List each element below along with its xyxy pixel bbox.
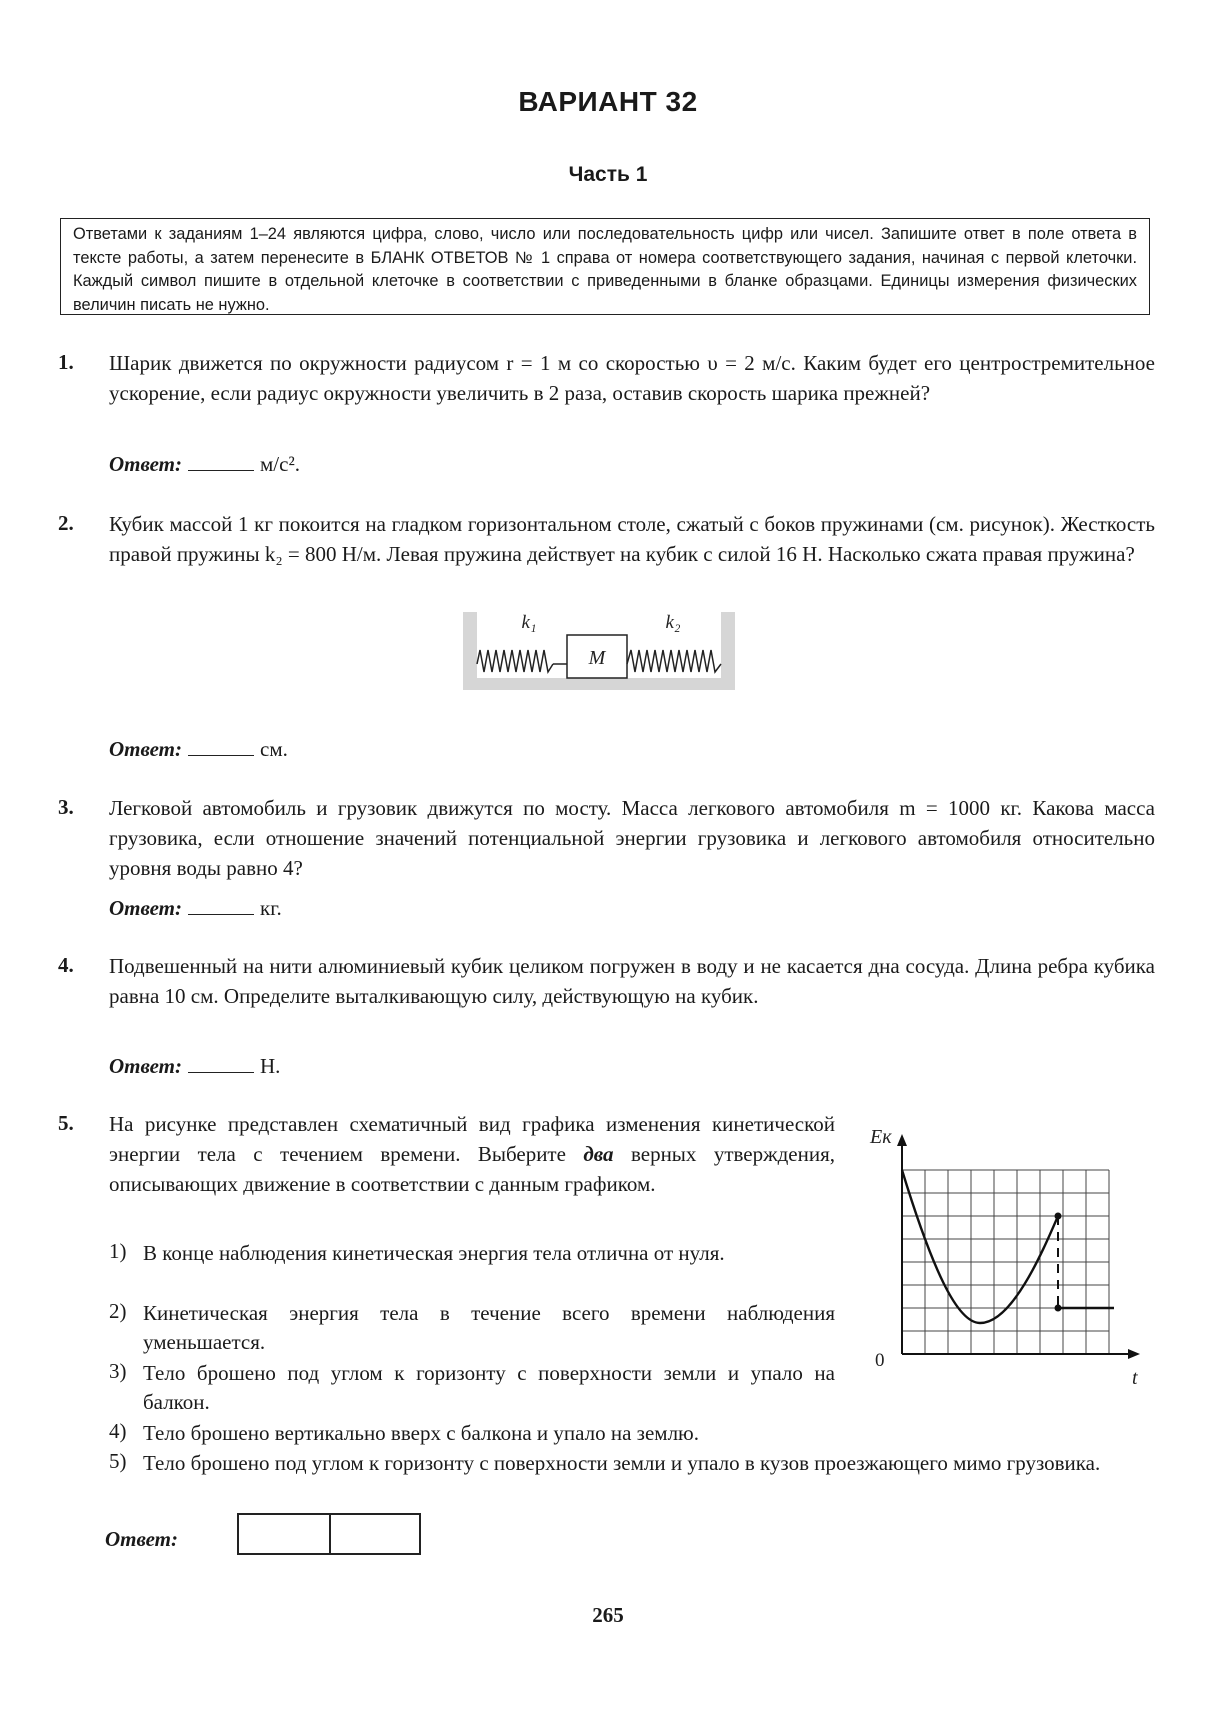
page-number: 265 (592, 1603, 624, 1627)
question-2-number: 2. (58, 511, 74, 535)
answer-cells (237, 1513, 421, 1555)
question-3-unit: кг. (260, 896, 282, 920)
question-2-unit: см. (260, 737, 288, 761)
option-2-number: 2) (109, 1299, 127, 1323)
answer-blank[interactable] (188, 1054, 254, 1073)
question-5-text (109, 1109, 835, 1199)
question-1-number: 1. (58, 350, 74, 374)
option-3-text: Тело брошено под углом к горизонту с поверхности земли и упало на балкон. (143, 1361, 835, 1414)
answer-label: Ответ (105, 1527, 172, 1551)
question-1-unit: м/с². (260, 452, 301, 476)
graph-origin: 0 (875, 1350, 885, 1371)
option-3-number: 3) (109, 1359, 127, 1383)
question-5-answer-label: Ответ: (105, 1527, 179, 1551)
answer-blank[interactable] (188, 452, 254, 471)
option-4 (109, 1419, 1155, 1448)
question-4-unit: Н. (260, 1054, 281, 1078)
answer-label: Ответ (109, 896, 176, 920)
question-5-text-before: На рисунке представлен схематичный вид графика изменения кинетической энергии тела с течением времени. Выберите (109, 1112, 835, 1166)
question-2-text: Кубик массой 1 кг покоится на гладком горизонтальном столе, сжатый с боков пружинами (см. рисунок). Жесткость правой пружины k₂ = 800 Н/м. Левая пружина действует на кубик с силой 16 Н. Насколько сжата правая пружина? (109, 512, 1155, 566)
page-title: ВАРИАНТ 32 (518, 86, 698, 117)
option-1-text: В конце наблюдения кинетическая энергия тела отлична от нуля. (143, 1241, 725, 1265)
question-3-text: Легковой автомобиль и грузовик движутся по мосту. Масса легкового автомобиля m = 1000 кг. Какова масса грузовика, если отношение значений потенциальной энергии грузовика и легкового автомобиля относительно уровня воды равно 4? (109, 796, 1155, 880)
question-5-text-after: верных утверждения, описывающих движение в соответствии с данным графиком. (109, 1142, 836, 1196)
option-5-text: Тело брошено под углом к горизонту с поверхности земли и упало в кузов проезжающего мимо грузовика. (143, 1451, 1101, 1475)
k2-label: k₂ (665, 612, 681, 633)
question-4-answer-line: Ответ: Н. (109, 1054, 281, 1078)
answer-blank[interactable] (188, 737, 254, 756)
answer-label: Ответ (109, 1054, 176, 1078)
question-3-number: 3. (58, 795, 74, 819)
answer-cell-2[interactable] (331, 1515, 419, 1553)
option-3 (109, 1359, 835, 1417)
option-1 (109, 1239, 835, 1268)
springs-diagram (463, 612, 735, 690)
option-5 (109, 1449, 1155, 1478)
question-4-number: 4. (58, 953, 74, 977)
instructions-text: Ответами к заданиям 1–24 являются цифра, слово, число или последовательность цифр или чисел. Запишите ответ в поле ответа в тексте работы, а затем перенесите в БЛАНК ОТВЕТОВ № 1 справа от номера соответствующего задания, начиная с первой клеточки. Каждый символ пишите в отдельной клеточке в соответствии с приведенными в бланке образцами. Единицы измерения физических величин писать не нужно. (73, 225, 1137, 314)
answer-label: Ответ (109, 452, 176, 476)
option-5-number: 5) (109, 1449, 127, 1473)
answer-cell-1[interactable] (239, 1515, 331, 1553)
springs-figure (463, 612, 735, 690)
k1-label: k₁ (521, 612, 537, 633)
question-5-emphasis: два (583, 1142, 614, 1166)
option-4-number: 4) (109, 1419, 127, 1443)
part-heading: Часть 1 (568, 163, 648, 186)
question-2-answer-line: Ответ: см. (109, 737, 288, 761)
energy-graph-svg (862, 1123, 1152, 1393)
question-1-text: Шарик движется по окружности радиусом r = 1 м со скоростью υ = 2 м/с. Каким будет его центростремительное ускорение, если радиус окружности увеличить в 2 раза, оставив скорость шарика прежней? (109, 351, 1155, 405)
option-2 (109, 1299, 835, 1357)
option-1-number: 1) (109, 1239, 127, 1263)
mass-label: M (588, 647, 606, 669)
question-3-answer-line: Ответ: кг. (109, 896, 282, 920)
answer-blank[interactable] (188, 896, 254, 915)
graph-ylabel: Eк (870, 1126, 892, 1148)
answer-label: Ответ (109, 737, 176, 761)
question-4-text: Подвешенный на нити алюминиевый кубик целиком погружен в воду и не касается дна сосуда. Длина ребра кубика равна 10 см. Определите выталкивающую силу, действующую на кубик. (109, 954, 1155, 1008)
energy-graph (862, 1123, 1152, 1393)
graph-xlabel: t (1132, 1367, 1138, 1389)
instructions-box (60, 218, 1150, 315)
option-4-text: Тело брошено вертикально вверх с балкона и упало на землю. (143, 1421, 699, 1445)
option-2-text: Кинетическая энергия тела в течение всего времени наблюдения уменьшается. (143, 1301, 835, 1354)
question-1-answer-line: Ответ: м/с². (109, 452, 301, 476)
question-5-number: 5. (58, 1111, 74, 1135)
